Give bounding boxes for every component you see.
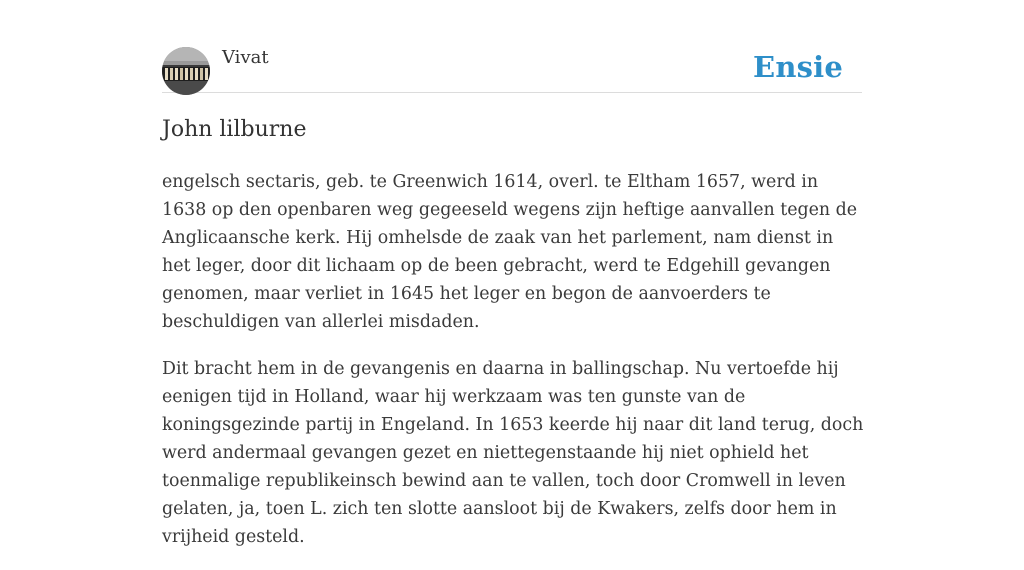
article-paragraph: Dit bracht hem in de gevangenis en daarna in ballingschap. Nu vertoefde hij eenigen tijd in Holland, waar hij werkzaam was ten gunste van de koningsgezinde partij in Engeland. In 1653 keerde hij naar dit land terug, doch werd andermaal gevangen gezet en niettegenstaande hij niet ophield het toenmalige republikeinsch bewind aan te vallen, toch door Cromwell in leven gelaten, ja, toen L. zich ten slotte aansloot bij de Kwakers, zelfs door hem in vrijheid gesteld. (162, 359, 864, 547)
source-avatar[interactable] (162, 47, 210, 95)
article-title: John lilburne (162, 117, 307, 142)
source-name[interactable]: Vivat (222, 47, 269, 68)
brand-logo[interactable]: Ensie (753, 50, 843, 84)
article-page (162, 0, 864, 547)
bookshelf-icon (162, 47, 210, 95)
article-body (162, 168, 866, 570)
article-paragraph: engelsch sectaris, geb. te Greenwich 1614, overl. te Eltham 1657, werd in 1638 op den openbaren weg gegeeseld wegens zijn heftige aanvallen tegen de Anglicaansche kerk. Hij omhelsde de zaak van het parlement, nam dienst in het leger, door dit lichaam op de been gebracht, werd te Edgehill gevangen genomen, maar verliet in 1645 het leger en begon de aanvoerders te beschuldigen van allerlei misdaden. (162, 172, 858, 332)
article-header (162, 46, 862, 93)
